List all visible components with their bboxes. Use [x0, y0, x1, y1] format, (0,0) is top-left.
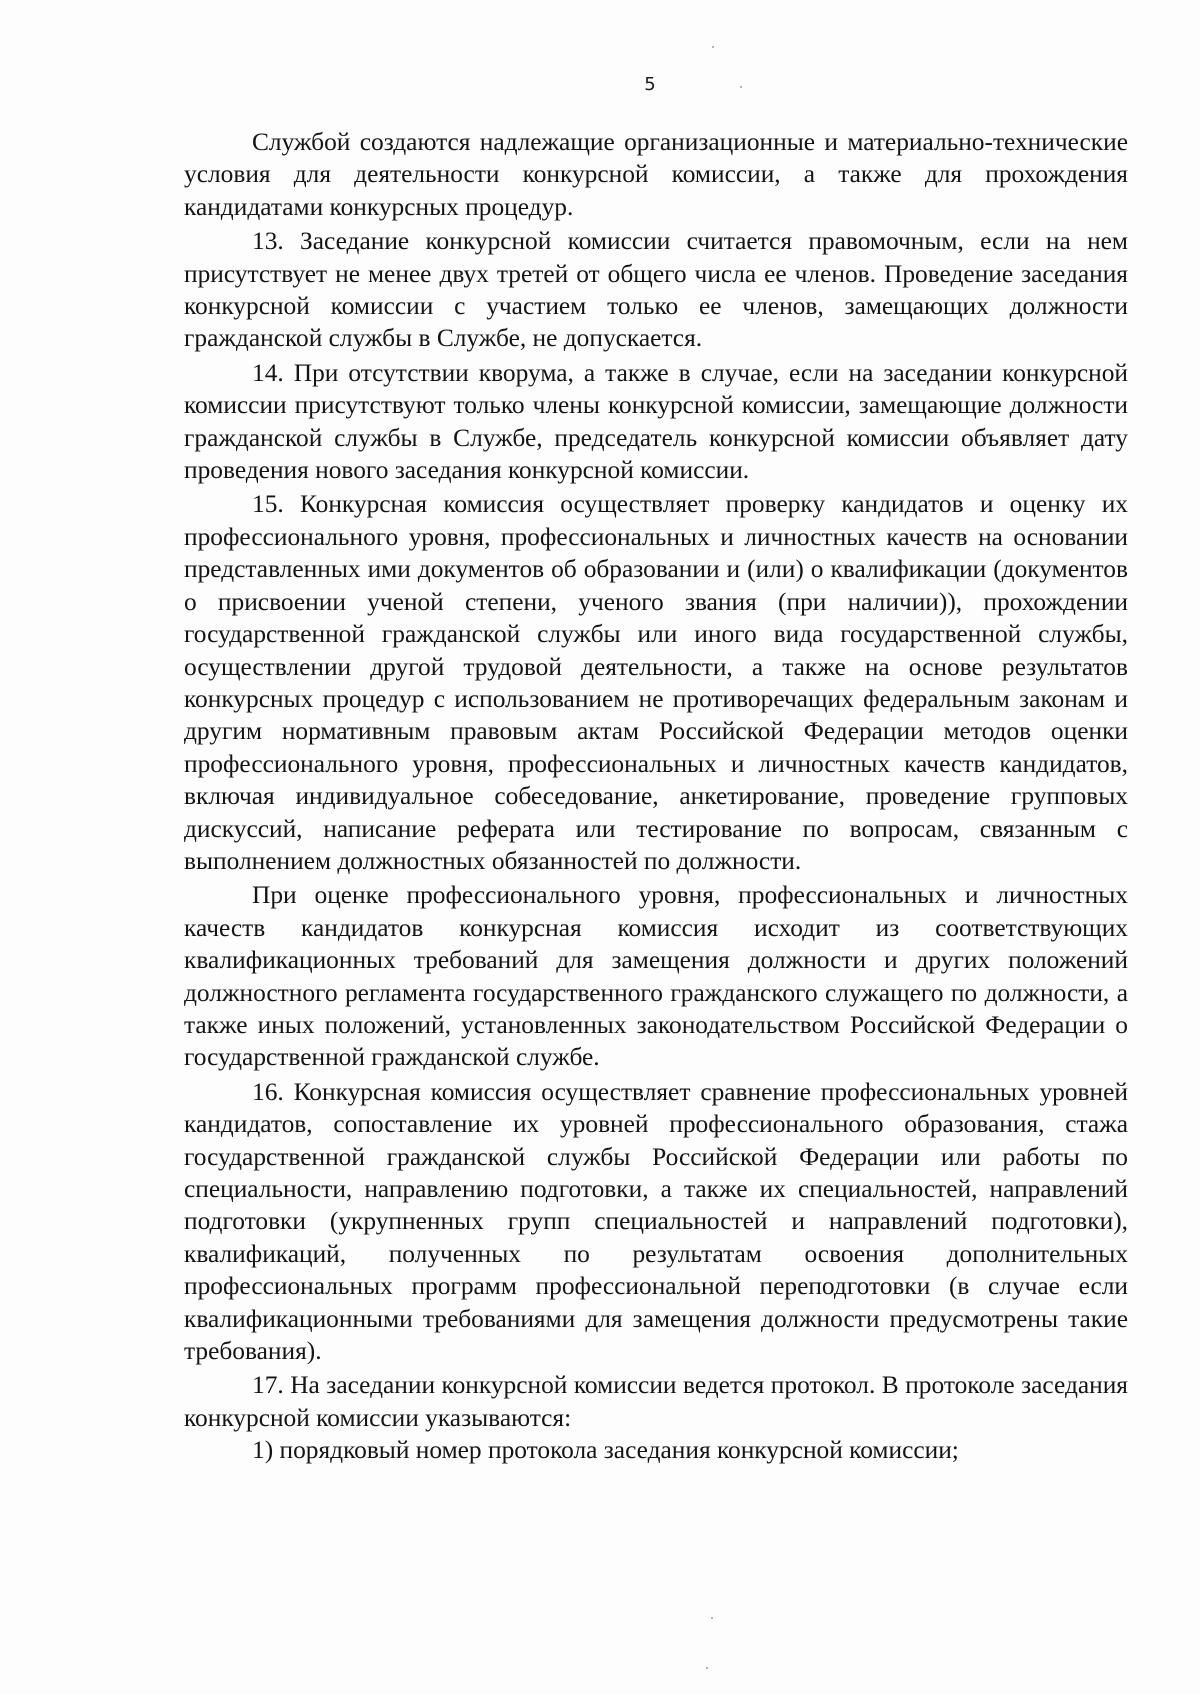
document-body — [184, 126, 1128, 1467]
paragraph-17-protocol: 17. На заседании конкурсной комиссии ведется протокол. В протоколе заседания конкурсной комиссии указываются: — [184, 1371, 1128, 1432]
paragraph-service-conditions: Службой создаются надлежащие организационные и материально-технические условия для деятельности конкурсной комиссии, а также для прохождения кандидатами конкурсных процедур. — [184, 128, 1128, 221]
paragraph-16-comparison: 16. Конкурсная комиссия осуществляет сравнение профессиональных уровней кандидатов, сопоставление их уровней профессионального образования, стажа государственной гражданской службы Российской Федерации или работы по специальности, направлению подготовки, а также их специальностей, направлений подготовки (укрупненных групп специальностей и направлений подготовки), квалификаций, полученных по результатам освоения дополнительных профессиональных программ профессиональной переподготовки (в случае если квалификационными требованиями для замещения должности предусмотрены такие требования). — [184, 1077, 1128, 1366]
scan-speck — [706, 1667, 708, 1669]
scan-speck — [711, 1617, 713, 1619]
scan-speck — [740, 86, 742, 88]
page-number: 5 — [644, 74, 656, 95]
paragraph-15-candidate-review: 15. Конкурсная комиссия осуществляет проверку кандидатов и оценку их профессионального уровня, профессиональных и личностных качеств на основании представленных ими документов об образовании и (или) о квалификации (документов о присвоении ученой степени, ученого звания (при наличии)), прохождении государственной гражданской службы или иного вида государственной службы, осуществлении другой трудовой деятельности, а также на основе результатов конкурсных процедур с использованием не противоречащих федеральным законам и другим нормативным правовым актам Российской Федерации методов оценки профессионального уровня, профессиональных и личностных качеств кандидатов, включая индивидуальное собеседование, анкетирование, проведение групповых дискуссий, написание реферата или тестирование по вопросам, связанным с выполнением должностных обязанностей по должности. — [184, 490, 1128, 875]
scan-speck — [712, 46, 714, 48]
paragraph-13-quorum: 13. Заседание конкурсной комиссии считается правомочным, если на нем присутствует не менее двух третей от общего числа ее членов. Проведение заседания конкурсной комиссии с участием только ее членов, замещающих должности гражданской службы в Службе, не допускается. — [184, 227, 1128, 353]
paragraph-assessment-basis: При оценке профессионального уровня, профессиональных и личностных качеств кандидатов конкурсная комиссия исходит из соответствующих квалификационных требований для замещения должности и других положений должностного регламента государственного гражданского служащего по должности, а также иных положений, установленных законодательством Российской Федерации о государственной гражданской службе. — [184, 881, 1128, 1072]
paragraph-14-no-quorum: 14. При отсутствии кворума, а также в случае, если на заседании конкурсной комиссии присутствуют только члены конкурсной комиссии, замещающие должности гражданской службы в Службе, председатель конкурсной комиссии объявляет дату проведения нового заседания конкурсной комиссии. — [184, 358, 1128, 485]
list-item-protocol-number: 1) порядковый номер протокола заседания конкурсной комиссии; — [252, 1436, 959, 1465]
